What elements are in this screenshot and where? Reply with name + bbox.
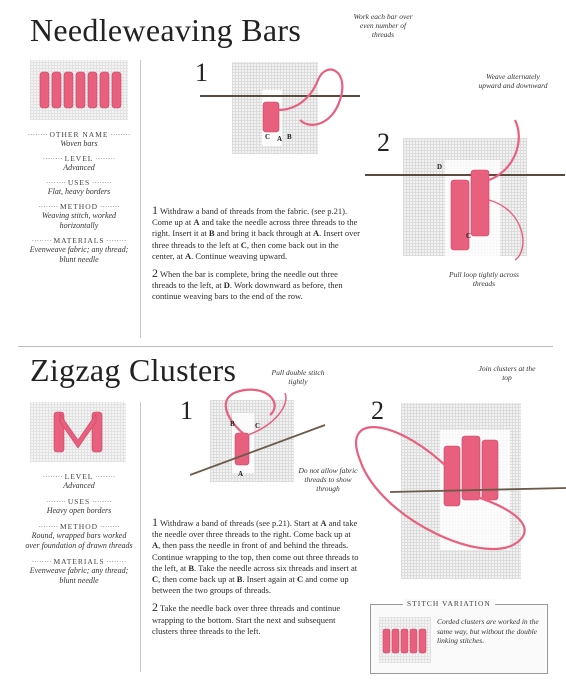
section1-step1-number: 1 [195, 58, 208, 87]
section2-para1: 1 Withdraw a band of threads (see p.21). Start at A and take the needle over three threads to the right. Come back up at A, then pass the needle in front of and behind the threads. Continue wrapping to the top, then come out three threads to the left, at B. Take the needle across six threads and insert at C, then come back up at B. Insert again at C and come up between the two groups of threads. [152, 515, 359, 596]
sidebar-value-method: Weaving stitch, worked horizontally [41, 211, 117, 230]
sidebar2-head-level: ····· LEVEL ····· [25, 472, 133, 481]
section2-title: Zigzag Clusters [30, 352, 237, 388]
sidebar-divider-2 [140, 402, 141, 672]
stitch-variation-title: STITCH VARIATION [403, 599, 495, 608]
callout-work-each-bar: Work each bar over even number of threads [353, 12, 413, 39]
section1-para1: 1 Withdraw a band of threads from the fabric. (see p.21). Come up at A and take the needle across three threads to the right. Insert it at B and bring it back through at A. Insert over three threads to the left at C, then come back out in the center, at A. Continue weaving upward. [152, 203, 360, 261]
letter-b: B [287, 133, 292, 141]
sidebar2-head-method: ····· METHOD ····· [25, 522, 133, 531]
woven-bars-swatch [30, 60, 128, 120]
sidebar-value-other-name: Woven bars [60, 139, 98, 148]
section2-sidebar [25, 472, 133, 586]
section-divider [18, 346, 553, 347]
sidebar2-head-uses: ····· USES ····· [25, 497, 133, 506]
section2-step2-number: 2 [371, 396, 384, 425]
sidebar-head-level: ····· LEVEL ····· [25, 154, 133, 163]
section1-instructions [152, 205, 362, 303]
section2-instructions [152, 517, 360, 637]
section1-para2: 2 When the bar is complete, bring the needle out three threads to the left, at D. Work downward as before, then continue weaving bars to the end of the row. [152, 266, 343, 302]
letter-a-zigzag: A [238, 470, 244, 478]
sidebar2-head-materials: ····· MATERIALS ····· [25, 557, 133, 566]
letter-a: A [277, 135, 283, 143]
letter-c-step2: C [466, 232, 472, 240]
sidebar-head-uses: ····· USES ····· [25, 178, 133, 187]
corded-clusters-swatch [379, 617, 431, 663]
sidebar2-value-materials: Evenweave fabric; any thread; blunt needle [29, 566, 129, 585]
zigzag-swatch [30, 402, 126, 462]
sidebar2-value-method: Round, wrapped bars worked over foundation of drawn threads [25, 531, 133, 550]
sidebar2-value-level: Advanced [63, 481, 95, 490]
sidebar-value-uses: Flat, heavy borders [47, 187, 111, 196]
sidebar-value-materials: Evenweave fabric; any thread; blunt needle [29, 245, 129, 264]
letter-b-zigzag: B [230, 420, 235, 428]
stitch-variation-box [370, 599, 548, 674]
callout-weave-alternately: Weave alternately upward and downward [478, 72, 548, 90]
sidebar-value-level: Advanced [63, 163, 95, 172]
section1-step1-thread-illustration [200, 40, 360, 170]
section1-step2-number: 2 [377, 128, 390, 157]
sidebar2-value-uses: Heavy open borders [46, 506, 112, 515]
callout-pull-double: Pull double stitch tightly [271, 368, 325, 386]
sidebar-head-other-name: ····· OTHER NAME ····· [25, 130, 133, 139]
section2-para2: 2 Take the needle back over three threads and continue wrapping to the bottom. Start the next and subsequent clusters three threads to the left. [152, 600, 341, 636]
section2-step2-thread-illustration [340, 400, 566, 590]
sidebar-divider [140, 60, 141, 338]
letter-c: C [265, 133, 271, 141]
sidebar-head-method: ····· METHOD ····· [25, 202, 133, 211]
section1-sidebar [25, 130, 133, 265]
stitch-variation-text: Corded clusters are worked in the same way, but without the double linking stitches. [437, 617, 539, 645]
woven-bars-swatch-art [30, 60, 128, 120]
sidebar-head-materials: ····· MATERIALS ····· [25, 236, 133, 245]
corded-clusters-swatch-art [379, 617, 431, 663]
section1-step2-thread-illustration [365, 100, 565, 270]
callout-join-clusters: Join clusters at the top [478, 364, 536, 382]
zigzag-swatch-art [30, 402, 126, 462]
callout-do-not-allow: Do not allow fabric threads to show through [298, 466, 358, 493]
letter-d: D [437, 163, 443, 171]
callout-pull-loop: Pull loop tightly across threads [449, 270, 519, 288]
section1-title: Needleweaving Bars [30, 12, 302, 48]
letter-c-zigzag: C [255, 422, 261, 430]
section2-step1-number: 1 [180, 396, 193, 425]
